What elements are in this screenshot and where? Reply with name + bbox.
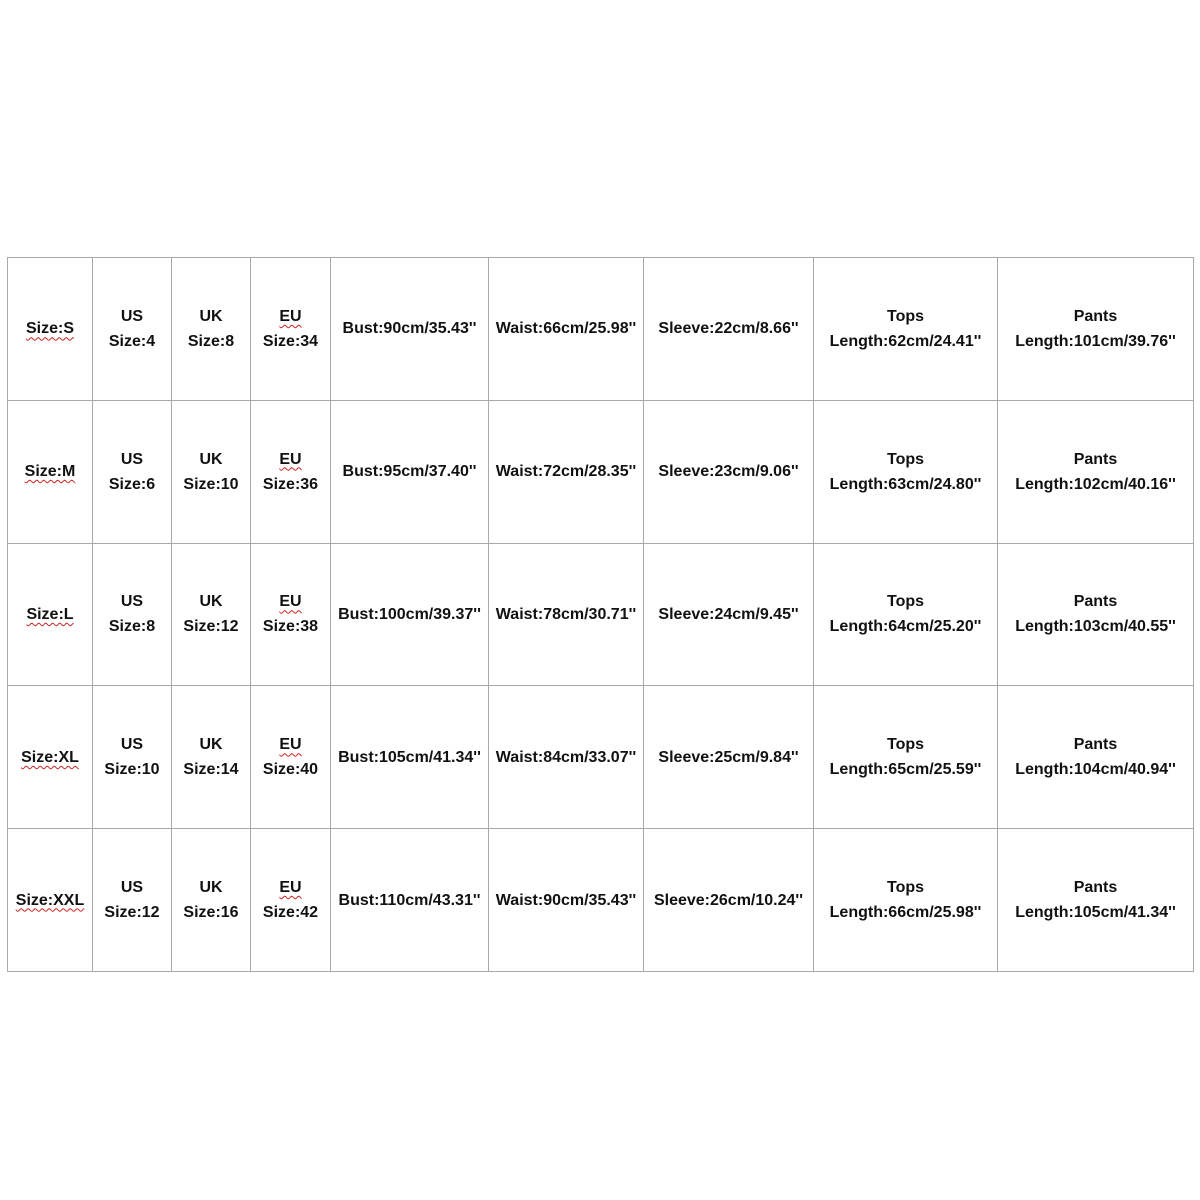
uk-size-cell: UK Size:12: [172, 543, 251, 686]
sleeve-cell: Sleeve:23cm/9.06'': [644, 400, 814, 543]
waist-cell: Waist:72cm/28.35'': [489, 400, 644, 543]
eu-size-cell: EU Size:42: [251, 829, 331, 972]
eu-size-cell: EU Size:40: [251, 686, 331, 829]
waist-cell: Waist:90cm/35.43'': [489, 829, 644, 972]
size-row-xxl: [8, 829, 1194, 972]
size-label: Size:XXL: [15, 891, 85, 909]
size-label: Size:L: [26, 605, 74, 623]
pants-length-cell: Pants Length:105cm/41.34'': [998, 829, 1194, 972]
waist-cell: Waist:66cm/25.98'': [489, 258, 644, 401]
size-label-cell: [8, 400, 93, 543]
uk-size-cell: UK Size:14: [172, 686, 251, 829]
tops-length-cell: Tops Length:62cm/24.41'': [814, 258, 998, 401]
uk-size-cell: UK Size:8: [172, 258, 251, 401]
us-size-cell: US Size:6: [93, 400, 172, 543]
sleeve-cell: Sleeve:26cm/10.24'': [644, 829, 814, 972]
size-label-cell: [8, 829, 93, 972]
us-size-cell: US Size:12: [93, 829, 172, 972]
uk-size-cell: UK Size:16: [172, 829, 251, 972]
size-row-xl: [8, 686, 1194, 829]
waist-cell: Waist:84cm/33.07'': [489, 686, 644, 829]
pants-length-cell: Pants Length:103cm/40.55'': [998, 543, 1194, 686]
size-row-m: [8, 400, 1194, 543]
size-label: Size:XL: [21, 748, 79, 766]
bust-cell: Bust:110cm/43.31'': [331, 829, 489, 972]
size-label: Size:M: [24, 463, 76, 481]
size-label-cell: [8, 258, 93, 401]
us-size-cell: US Size:8: [93, 543, 172, 686]
sleeve-cell: Sleeve:24cm/9.45'': [644, 543, 814, 686]
tops-length-cell: Tops Length:65cm/25.59'': [814, 686, 998, 829]
size-row-l: [8, 543, 1194, 686]
size-label-cell: [8, 543, 93, 686]
bust-cell: Bust:90cm/35.43'': [331, 258, 489, 401]
us-size-cell: US Size:4: [93, 258, 172, 401]
bust-cell: Bust:105cm/41.34'': [331, 686, 489, 829]
bust-cell: Bust:95cm/37.40'': [331, 400, 489, 543]
eu-size-cell: EU Size:36: [251, 400, 331, 543]
sleeve-cell: Sleeve:25cm/9.84'': [644, 686, 814, 829]
waist-cell: Waist:78cm/30.71'': [489, 543, 644, 686]
pants-length-cell: Pants Length:102cm/40.16'': [998, 400, 1194, 543]
tops-length-cell: Tops Length:63cm/24.80'': [814, 400, 998, 543]
size-chart-table: [7, 257, 1194, 972]
size-label-cell: [8, 686, 93, 829]
tops-length-cell: Tops Length:64cm/25.20'': [814, 543, 998, 686]
bust-cell: Bust:100cm/39.37'': [331, 543, 489, 686]
pants-length-cell: Pants Length:104cm/40.94'': [998, 686, 1194, 829]
us-size-cell: US Size:10: [93, 686, 172, 829]
size-label: Size:S: [25, 320, 74, 338]
pants-length-cell: Pants Length:101cm/39.76'': [998, 258, 1194, 401]
eu-size-cell: EU Size:34: [251, 258, 331, 401]
sleeve-cell: Sleeve:22cm/8.66'': [644, 258, 814, 401]
eu-size-cell: EU Size:38: [251, 543, 331, 686]
size-row-s: [8, 258, 1194, 401]
uk-size-cell: UK Size:10: [172, 400, 251, 543]
tops-length-cell: Tops Length:66cm/25.98'': [814, 829, 998, 972]
